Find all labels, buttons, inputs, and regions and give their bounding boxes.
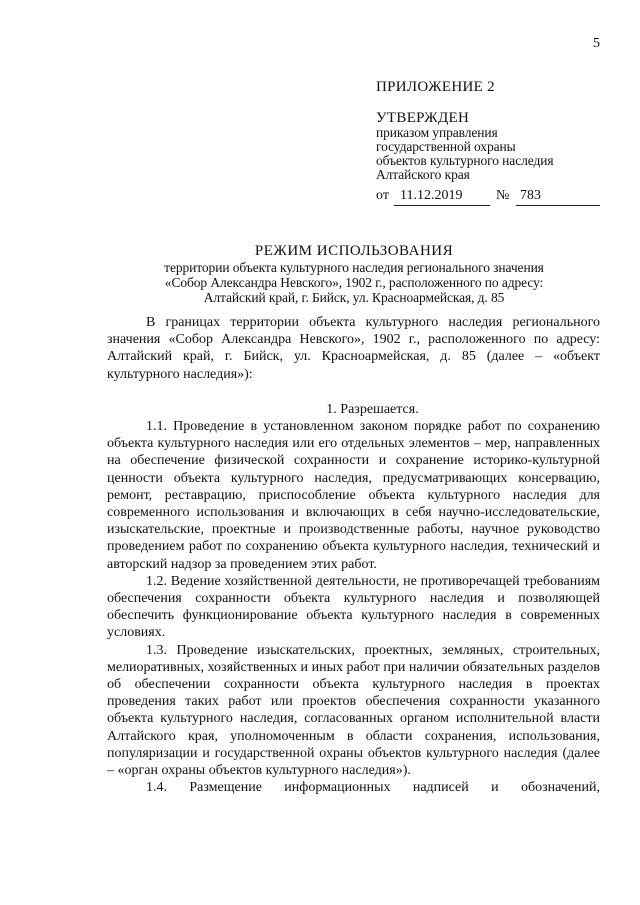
number-prefix: №	[496, 188, 510, 203]
document-subtitle-line: Алтайский край, г. Бийск, ул. Красноармейская, д. 85	[203, 290, 505, 305]
page-number: 5	[593, 36, 600, 51]
approved-by-line: объектов культурного наследия	[376, 153, 554, 168]
document-subtitle-line: «Собор Александра Невского», 1902 г., расположенного по адресу:	[164, 275, 544, 290]
order-date-number	[376, 188, 626, 206]
paragraph-1-3: 1.3. Проведение изыскательских, проектных, земляных, строительных, мелиоративных, хозяйственных и иных работ при наличии обязательных разделов об обеспечении сохранности объекта культурного наследия в проектах проведения таких работ или проектов обеспечения сохранности указанного объекта культурного наследия, согласованных органом исполнительной власти Алтайского края, уполномоченным в области сохранения, использования, популяризации и государственной охраны объектов культурного наследия (далее – «орган охраны объектов культурного наследия»).	[107, 642, 600, 779]
approved-by-line: приказом управления	[376, 125, 498, 140]
approved-label: УТВЕРЖДЕН	[376, 110, 470, 126]
order-date: 11.12.2019	[394, 188, 490, 206]
document-title: РЕЖИМ ИСПОЛЬЗОВАНИЯ	[254, 243, 454, 259]
document-body	[107, 314, 600, 796]
appendix-label: ПРИЛОЖЕНИЕ 2	[376, 79, 495, 95]
approved-by-line: Алтайского края	[376, 167, 470, 182]
intro-paragraph: В границах территории объекта культурного наследия регионального значения «Собор Александра Невского», 1902 г., расположенного по адресу: Алтайский край, г. Бийск, ул. Красноармейская, д. 85 (далее – «объект культурного наследия»):	[107, 315, 600, 382]
document-title-block	[72, 243, 636, 305]
paragraph-1-1: 1.1. Проведение в установленном законом порядке работ по сохранению объекта культурного наследия или его отдельных элементов – мер, направленных на обеспечение физической сохранности и сохранение историко-культурной ценности объекта культурного наследия, предусматривающих консервацию, ремонт, реставрацию, приспособление объекта культурного наследия для современного использования и включающих в себя научно-исследовательские, изыскательские, проектные и производственные работы, научное руководство проведением работ по сохранению объекта культурного наследия, технический и авторский надзор за проведением этих работ.	[107, 419, 600, 572]
paragraph-1-2: 1.2. Ведение хозяйственной деятельности, не противоречащей требованиям обеспечения сохранности объекта культурного наследия и позволяющей обеспечить функционирование объекта культурного наследия в современных условиях.	[107, 573, 600, 641]
approved-by-line: государственной охраны	[376, 139, 516, 154]
paragraph-1-4: 1.4. Размещение информационных надписей и обозначений,	[146, 780, 600, 796]
section-heading: 1. Разрешается.	[326, 401, 419, 417]
document-subtitle-line: территории объекта культурного наследия регионального значения	[164, 260, 544, 275]
date-prefix: от	[376, 188, 389, 203]
approval-stamp	[376, 79, 626, 206]
order-number: 783	[516, 188, 600, 206]
